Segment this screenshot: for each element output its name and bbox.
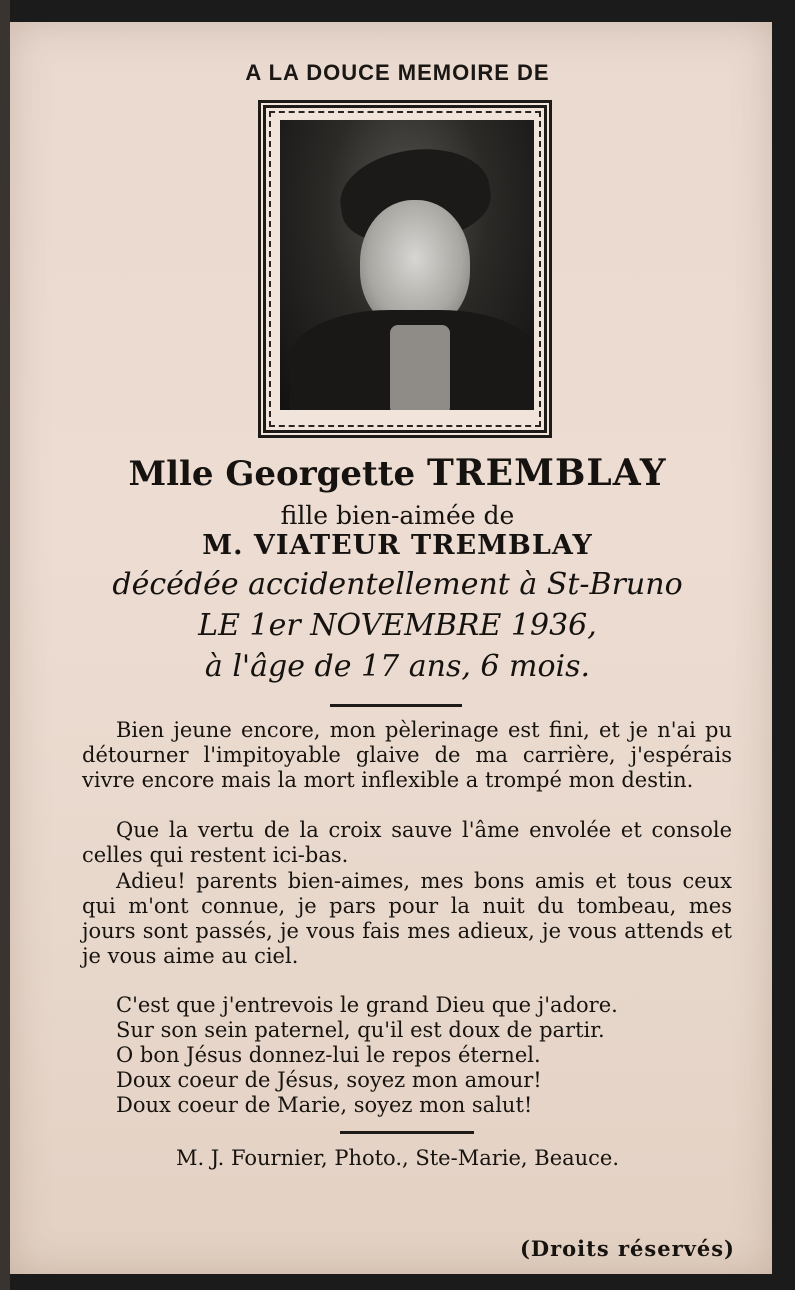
name-prefix: Mlle Georgette: [128, 454, 416, 494]
photographer-credit: M. J. Fournier, Photo., Ste-Marie, Beauce.: [175, 1146, 620, 1170]
portrait-frame: [258, 100, 552, 438]
portrait-photo: [280, 120, 534, 410]
divider-bottom: [340, 1131, 474, 1134]
age-line: à l'âge de 17 ans, 6 mois.: [204, 649, 591, 684]
memorial-heading: A LA DOUCE MEMOIRE DE: [245, 60, 550, 85]
verse-line: Doux coeur de Jésus, soyez mon amour!: [116, 1068, 542, 1092]
prayer-paragraph: Que la vertu de la croix sauve l'âme envolée et console celles qui restent ici-bas.: [82, 818, 732, 867]
verse-list: [116, 993, 618, 1118]
divider-top: [330, 704, 462, 707]
verse-line: O bon Jésus donnez-lui le repos éternel.: [116, 1043, 541, 1067]
name-surname: TREMBLAY: [426, 452, 667, 494]
prayer-paragraph: Bien jeune encore, mon pèlerinage est fini, et je n'ai pu détourner l'impitoyable glaive de ma carrière, j'espérais vivre encore mais la mort inflexible a trompé mon destin.: [82, 718, 732, 792]
verse-line: Doux coeur de Marie, soyez mon salut!: [116, 1093, 533, 1117]
father-name: M. VIATEUR TREMBLAY: [202, 530, 593, 561]
prayer-paragraph: Adieu! parents bien-aimes, mes bons amis et tous ceux qui m'ont connue, je pars pour la nuit du tombeau, mes jours sont passés, je vous fais mes adieux, je vous attends et je vous aime au ciel.: [82, 869, 732, 968]
card-edge: [0, 0, 10, 1290]
deceased-name: [0, 452, 795, 494]
verse-line: Sur son sein paternel, qu'il est doux de partir.: [116, 1018, 605, 1042]
death-line: décédée accidentellement à St-Bruno: [112, 567, 683, 602]
verse-line: C'est que j'entrevois le grand Dieu que j'adore.: [116, 993, 618, 1017]
relation-line: fille bien-aimée de: [280, 501, 515, 530]
death-date: LE 1er NOVEMBRE 1936,: [198, 608, 597, 643]
rights-notice: (Droits réservés): [519, 1236, 735, 1261]
portrait-collar: [390, 325, 450, 410]
